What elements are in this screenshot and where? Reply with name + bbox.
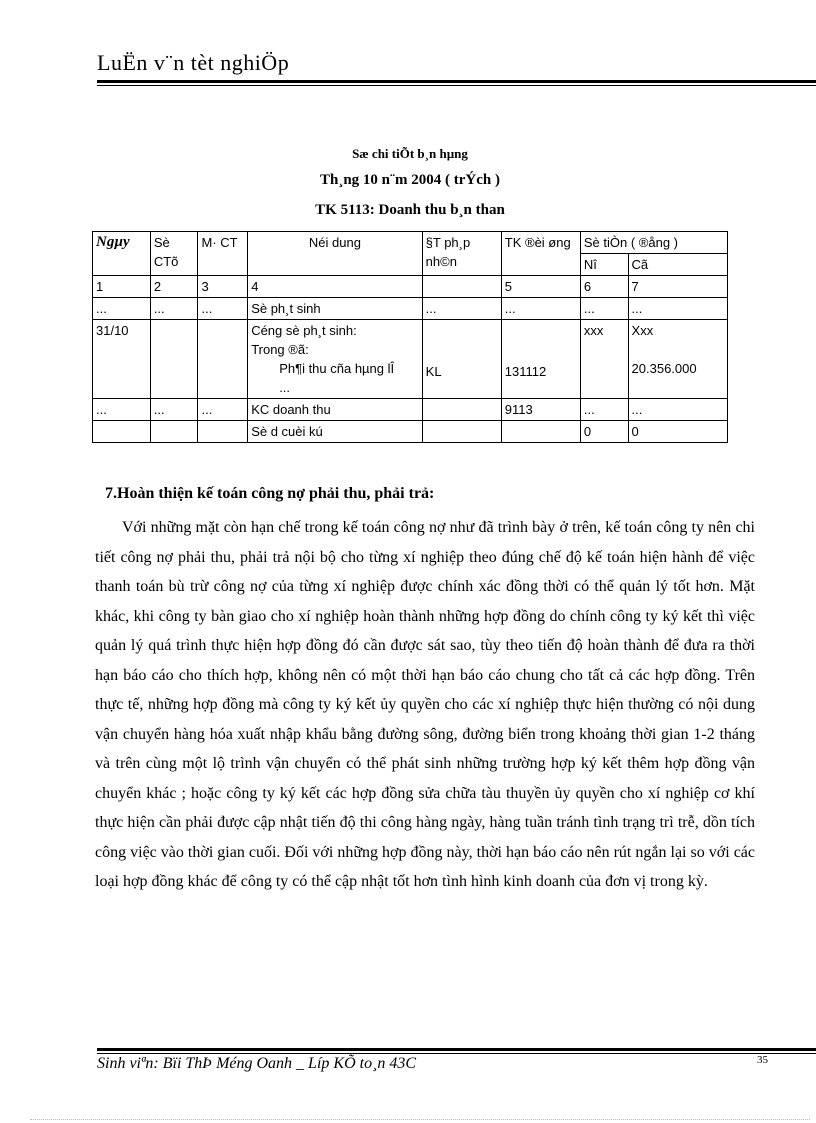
cell-account (501, 421, 580, 443)
cell-credit: 7 (628, 276, 727, 298)
cell-method (422, 421, 501, 443)
cell-doc-code: ... (198, 399, 248, 421)
cell-credit: ... (628, 399, 727, 421)
cell-date: 1 (93, 276, 151, 298)
cell-doc-no: ... (150, 298, 198, 320)
table-row (93, 276, 728, 298)
credit-line: Xxx (631, 323, 654, 338)
cell-account: 5 (501, 276, 580, 298)
cell-debit: 6 (580, 276, 628, 298)
content-line: Trong ®ã: (251, 342, 309, 357)
running-header-title: LuËn v¨n tèt nghiÖp (97, 50, 290, 75)
col-header-amount: Sè tiÒn ( ®ång ) (580, 232, 727, 254)
section-heading: 7.Hoàn thiện kế toán công nợ phải thu, phải trả: (105, 485, 435, 502)
cell-doc-no (150, 320, 198, 399)
cell-debit: ... (580, 399, 628, 421)
cell-debit: 0 (580, 421, 628, 443)
table-row (93, 298, 728, 320)
cell-method: KL (422, 320, 501, 399)
cell-credit (628, 320, 727, 399)
table-header-row (93, 232, 728, 254)
ledger-title: Sæ chi tiÕt b¸n hµng (352, 146, 468, 161)
table-row (93, 399, 728, 421)
content-line-indented: Ph¶i thu cña hµng lÎ (279, 361, 395, 376)
col-header-content: Néi dung (248, 232, 422, 276)
col-header-debit: Nî (580, 254, 628, 276)
cell-content: Sè ph¸t sinh (248, 298, 422, 320)
body-paragraph: Với những mặt còn hạn chế trong kế toán công nợ như đã trình bày ở trên, kế toán công ty nên chi tiết công nợ phải thu, phải trả nội bộ cho từng xí nghiệp theo đúng chế độ kế toán hiện hành để việc thanh toán bù trừ công nợ của từng xí nghiệp được chính xác đồng thời có thể quản lý tốt hơn. Mặt khác, khi công ty bàn giao cho xí nghiệp hoàn thành những hợp đồng do chính công ty ký kết thì việc quản lý quá trình thực hiện hợp đồng đó cần được sát sao, tùy theo tiến độ hoàn thành để đưa ra thời hạn báo cáo cho thích hợp, không nên có một thời hạn báo cáo chung cho tất cả các hợp đồng. Trên thực tế, những hợp đồng mà công ty ký kết ủy quyền cho các xí nghiệp thực hiện thường có nội dung vận chuyển hàng hóa xuất nhập khẩu bằng đường sông, đường biển trong khoảng thời gian 1-2 tháng và trên cùng một lộ trình vận chuyển có thể phát sinh những trường hợp ký kết thêm hợp đồng vận chuyển khác ; hoặc công ty ký kết các hợp đồng sửa chữa tàu thuyền ủy quyền cho xí nghiệp cơ khí thực hiện cần phải được cập nhật tiến độ thi công hàng ngày, hàng tuần tránh tình trạng trì trễ, dồn tích công việc vào thời gian cuối. Đối với những hợp đồng này, thời hạn báo cáo nên rút ngắn lại so với các loại hợp đồng khác để công ty có thể cập nhật tốt hơn tình hình kinh doanh của đơn vị trong kỳ. (95, 519, 755, 890)
cell-account: 131112 (501, 320, 580, 399)
cell-date: ... (93, 298, 151, 320)
cell-content: Sè d cuèi kú (248, 421, 422, 443)
ledger-period: Th¸ng 10 n¨m 2004 ( trÝch ) (320, 172, 500, 188)
cell-doc-no: ... (150, 399, 198, 421)
page-bottom-divider (30, 1119, 810, 1120)
cell-debit: ... (580, 298, 628, 320)
col-header-date: Ngµy (93, 232, 151, 276)
cell-content (248, 320, 422, 399)
table-row (93, 421, 728, 443)
cell-doc-code: ... (198, 298, 248, 320)
table-row (93, 320, 728, 399)
col-header-doc-code: M· CT (198, 232, 248, 276)
sales-ledger-table (92, 231, 728, 443)
header-rule (97, 80, 816, 83)
cell-doc-code (198, 421, 248, 443)
cell-credit: ... (628, 298, 727, 320)
cell-account: 9113 (501, 399, 580, 421)
cell-doc-no (150, 421, 198, 443)
cell-method (422, 399, 501, 421)
content-line: Céng sè ph¸t sinh: (251, 323, 357, 338)
col-header-method: §T ph¸p nh©n (422, 232, 501, 276)
cell-content: KC doanh thu (248, 399, 422, 421)
cell-doc-code (198, 320, 248, 399)
cell-date: ... (93, 399, 151, 421)
content-line-indented: ... (279, 380, 291, 395)
footer-rule-thin (97, 1053, 816, 1054)
cell-account: ... (501, 298, 580, 320)
col-header-account: TK ®èi øng (501, 232, 580, 276)
cell-date (93, 421, 151, 443)
cell-date: 31/10 (93, 320, 151, 399)
footer-rule (97, 1048, 816, 1051)
cell-credit: 0 (628, 421, 727, 443)
page-number: 35 (757, 1054, 768, 1066)
cell-doc-code: 3 (198, 276, 248, 298)
cell-debit: xxx (580, 320, 628, 399)
col-header-doc-no: Sè CTõ (150, 232, 198, 276)
footer-author: Sinh viªn: Bïi ThÞ Méng Oanh _ Líp KÕ to¸n 43C (97, 1055, 417, 1072)
cell-doc-no: 2 (150, 276, 198, 298)
cell-method: ... (422, 298, 501, 320)
header-rule-thin (97, 85, 816, 86)
ledger-account: TK 5113: Doanh thu b¸n than (315, 202, 505, 218)
credit-line: 20.356.000 (631, 361, 697, 376)
col-header-credit: Cã (628, 254, 727, 276)
cell-method (422, 276, 501, 298)
cell-content: 4 (248, 276, 422, 298)
